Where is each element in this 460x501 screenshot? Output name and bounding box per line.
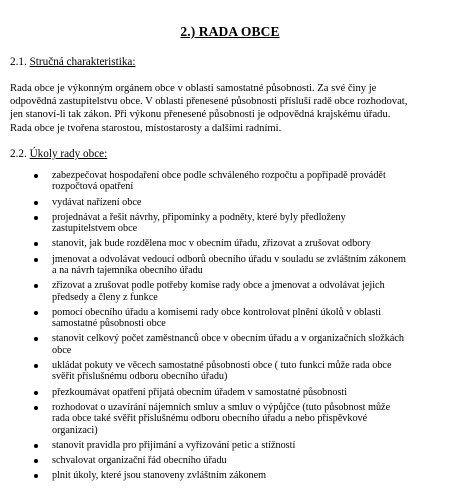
- bullet-icon: [34, 337, 38, 341]
- list-item-line: schvalovat organizační řád obecního úřadu: [52, 455, 227, 466]
- list-item-line: jmenovat a odvolávat vedoucí odborů obecního úřadu v souladu se zvláštním zákonem: [52, 253, 406, 265]
- characteristics-paragraph: [10, 82, 456, 135]
- paragraph-line: Rada obce je tvořena starostou, místostarosty a dalšími radními.: [10, 122, 282, 134]
- bullet-icon: [34, 444, 38, 448]
- bullet-icon: [34, 474, 38, 478]
- list-item-text: [52, 440, 457, 451]
- section-heading-tasks: [10, 148, 107, 160]
- list-item-line: zřizovat a zrušovat podle potřeby komise rady obce a jmenovat a odvolávat jejich: [52, 280, 385, 292]
- document-title: 2.) RADA OBCE: [180, 24, 280, 39]
- list-item-line: pomocí obecního úřadu a komisemi rady obce kontrolovat plnění úkolů v oblasti: [52, 306, 382, 318]
- list-item-line: stanovit celkový počet zaměstnanců obce v obecním úřadu a v organizačních složkách: [52, 333, 404, 345]
- list-item-line: zabezpečovat hospodaření obce podle schváleného rozpočtu a popřípadě provádět: [52, 170, 386, 181]
- bullet-icon: [34, 391, 38, 395]
- bullet-icon: [34, 242, 38, 246]
- bullet-icon: [34, 459, 38, 463]
- list-item-text: [52, 212, 457, 235]
- list-item-text: [52, 402, 457, 436]
- list-item-text: [52, 333, 457, 356]
- list-item-line: plnit úkoly, které jsou stanoveny zvláštním zákonem: [52, 470, 267, 482]
- list-item-line: vydávat nařízení obce: [52, 196, 142, 208]
- section-heading-text: Stručná charakteristika:: [29, 56, 136, 68]
- section-heading-characteristics: [10, 56, 136, 68]
- list-item-text: [52, 387, 457, 398]
- list-item-text: [52, 307, 457, 330]
- list-item-text: [52, 170, 457, 193]
- bullet-icon: [34, 364, 38, 368]
- list-item-line: projednávat a řešit návrhy, připomínky a podněty, které byly předloženy: [52, 211, 346, 223]
- list-item-line: rozpočtová opatření: [52, 181, 134, 193]
- list-item-text: [52, 197, 457, 208]
- list-item-line: samostatné působnosti obce: [52, 318, 166, 330]
- list-item-line: a na návrh tajemníka obecního úřadu: [52, 265, 203, 276]
- bullet-icon: [34, 174, 38, 178]
- list-item-line: předsedy a členy z funkce: [52, 291, 158, 303]
- paragraph-line: odpovědná zastupitelstvu obce. V oblasti přenesené působnosti přísluší radě obce rozhodovat,: [10, 96, 408, 108]
- list-item-line: stanovit, jak bude rozdělena moc v obecním úřadu, zřizovat a zrušovat odbory: [52, 238, 371, 250]
- list-item-text: [52, 360, 457, 383]
- list-item-line: svěřit příslušnému odboru obecního úřadu): [52, 371, 228, 383]
- bullet-icon: [34, 216, 38, 220]
- list-item-line: stanovit pravidla pro přijímání a vyřizování petic a stížností: [52, 439, 296, 451]
- bullet-icon: [34, 311, 38, 315]
- list-item-text: [52, 280, 457, 303]
- list-item-text: [52, 238, 457, 249]
- paragraph-line: jen stanoví-li tak zákon. Při výkonu přenesené působnosti je odpovědná krajskému úřadu.: [10, 109, 391, 121]
- section-number: 2.1.: [10, 56, 27, 68]
- bullet-icon: [34, 284, 38, 288]
- section-heading-text: Úkoly rady obce:: [29, 148, 108, 160]
- list-item-line: ukládat pokuty ve věcech samostatné působnosti obce ( tuto funkci může rada obce: [52, 360, 392, 371]
- list-item-line: obce: [52, 344, 72, 356]
- list-item-text: [52, 470, 457, 481]
- bullet-icon: [34, 406, 38, 410]
- list-item-line: organizaci): [52, 424, 98, 436]
- list-item-line: přezkoumávat opatření přijatá obecním úřadem v samostatné působnosti: [52, 386, 348, 398]
- bullet-icon: [34, 201, 38, 205]
- list-item-line: zastupitelstvem obce: [52, 223, 138, 235]
- list-item-line: rada obce také svěřit příslušnému odboru obecního úřadu a nebo příspěvkové: [52, 413, 368, 425]
- list-item-text: [52, 254, 457, 277]
- paragraph-line: Rada obce je výkonným orgánem obce v oblasti samostatné působnosti. Za své činy je: [10, 83, 377, 94]
- section-number: 2.2.: [10, 148, 27, 160]
- list-item-text: [52, 455, 457, 466]
- bullet-icon: [34, 258, 38, 262]
- list-item-line: rozhodovat o uzavírání nájemních smluv a smluv o výpůjčce (tuto působnost může: [52, 401, 391, 413]
